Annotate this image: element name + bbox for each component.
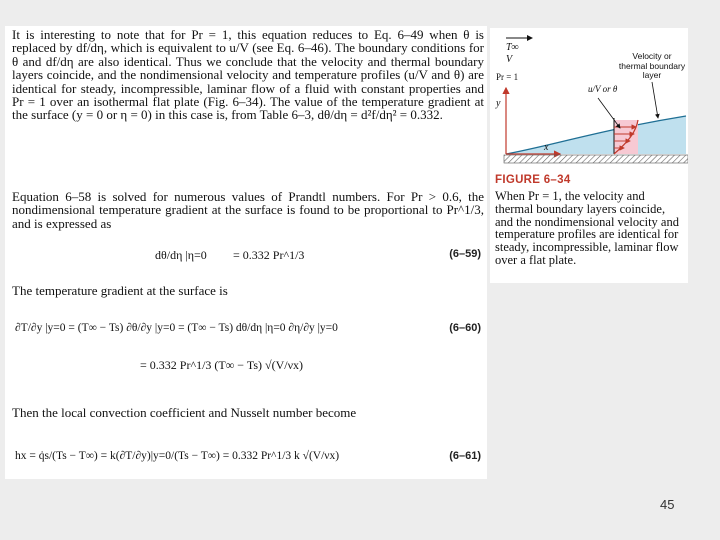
equation-6-59 [5, 242, 487, 272]
paragraph-1: It is interesting to note that for Pr = 1, this equation reduces to Eq. 6–49 when θ is replaced by df/dη, which is equivalent to u/V (see Eq. 6–46). The boundary conditions for θ and df/dη are also identical. Thus we conclude that the velocity and thermal boundary layers coincide, and the nondimensional velocity and temperature profiles (u/V and θ) are identical for steady, incompressible, laminar flow of a fluid with constant properties and Pr = 1 over an isothermal flat plate (Fig. 6–34). The value of the temperature gradient at the surface (y = 0 or η = 0) in this case is, from Table 6–3, dθ/dη = d²f/dη² = 0.332. [12, 27, 484, 123]
pr-label: Pr = 1 [496, 72, 519, 82]
equation-6-61-text: hx = q̇s/(Ts − T∞) = k(∂T/∂y)|y=0/(Ts − T∞) = 0.332 Pr^1/3 k √(V/νx) [15, 450, 340, 462]
text-page [5, 26, 487, 479]
profile-label: u/V or θ [588, 84, 618, 94]
page-number: 45 [660, 497, 675, 512]
equation-6-60 [5, 314, 487, 384]
paragraph-2: Equation 6–58 is solved for numerous values of Prandtl numbers. For Pr > 0.6, the nondimensional temperature gradient at the surface is found to be proportional to Pr^1/3, and is expressed as [12, 189, 484, 231]
flat-plate [504, 155, 688, 163]
y-axis-label: y [496, 98, 501, 109]
boundary-layer-label-box [618, 52, 686, 82]
figure-panel [490, 28, 688, 283]
equation-6-59-number: (6–59) [449, 248, 481, 260]
v-label: V [506, 54, 513, 65]
equation-6-59-lhs: dθ/dη |η=0 [155, 248, 207, 262]
paragraph-3: The temperature gradient at the surface is [12, 283, 228, 298]
equation-6-59-rhs: = 0.332 Pr^1/3 [233, 248, 305, 262]
equation-6-61-number: (6–61) [449, 450, 481, 462]
equation-6-60-line2: = 0.332 Pr^1/3 (T∞ − Ts) √(V/νx) [140, 358, 303, 372]
boundary-layer-label: Velocity or thermal boundary layer [618, 52, 686, 80]
figure-caption: When Pr = 1, the velocity and thermal boundary layers coincide, and the nondimensional velocity and temperature profiles are identical for steady, incompressible, laminar flow over a flat plate. [495, 189, 679, 267]
paragraph-4: Then the local convection coefficient and Nusselt number become [12, 405, 357, 420]
boundary-layer-diagram [490, 28, 688, 168]
boundary-layer-leader [652, 82, 658, 118]
figure-title: FIGURE 6–34 [495, 174, 571, 186]
profile-leader [598, 98, 620, 128]
x-axis-label: x [544, 142, 549, 153]
equation-6-60-line1: ∂T/∂y |y=0 = (T∞ − Ts) ∂θ/∂y |y=0 = (T∞ − Ts) dθ/dη |η=0 ∂η/∂y |y=0 [15, 322, 338, 334]
equation-6-61 [5, 436, 487, 474]
t-inf-label: T∞ [506, 42, 519, 53]
equation-6-60-number: (6–60) [449, 322, 481, 334]
